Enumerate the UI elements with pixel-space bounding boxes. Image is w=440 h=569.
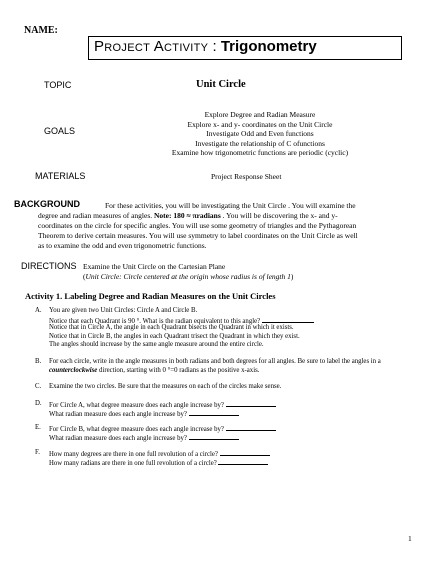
background-line: as to examine the odd and even trigonometric functions.	[38, 241, 207, 250]
title-prefix: Project Activity	[94, 38, 209, 55]
background-line: coordinates on the circle for specific angles. You will use some geometry of triangles and the Pythagorean	[38, 221, 357, 230]
goal-item: Examine how trigonometric functions are periodic (cyclic)	[171, 148, 349, 157]
item-e-question: For Circle B, what degree measure does each angle increase by?	[49, 426, 224, 433]
counterclockwise-term: counterclockwise	[49, 366, 98, 374]
answer-blank[interactable]	[220, 449, 270, 456]
item-b-direction: direction, starting with 0 °=0 radians as the positive x-axis.	[97, 366, 260, 374]
item-a-line: The angles should increase by the same angle measure around the entire circle.	[49, 341, 264, 348]
directions-definition	[83, 272, 293, 281]
background-line: For these activities, you will be investigating the Unit Circle . You will examine the	[105, 201, 356, 210]
item-f-question: How many radians are there in one full revolution of a circle?	[49, 459, 217, 467]
background-text: . You will be discovering the x- and y-	[220, 211, 338, 220]
item-letter-c: C.	[35, 383, 42, 390]
item-e-question: What radian measure does each angle increase by?	[49, 434, 187, 442]
answer-blank[interactable]	[226, 400, 276, 407]
item-letter-a: A.	[35, 307, 42, 314]
materials-value: Project Response Sheet	[211, 172, 282, 181]
goal-item: Explore Degree and Radian Measure	[204, 110, 316, 119]
answer-blank[interactable]	[218, 458, 268, 465]
item-letter-e: E.	[35, 424, 41, 431]
answer-blank[interactable]	[189, 433, 239, 440]
item-e-line	[49, 433, 239, 442]
goal-item: Investigate Odd and Even functions	[206, 129, 314, 138]
activity-title: Activity 1. Labeling Degree and Radian Measures on the Unit Circles	[25, 291, 276, 301]
background-line	[38, 211, 338, 220]
item-f-question: How many degrees are there in one full revolution of a circle?	[49, 451, 218, 458]
goal-item: Investigate the relationship of C ofunctions	[195, 138, 325, 148]
directions-line: Examine the Unit Circle on the Cartesian Plane	[83, 262, 226, 271]
answer-blank[interactable]	[226, 424, 276, 431]
item-letter-f: F.	[35, 449, 40, 456]
item-letter-b: B.	[35, 358, 42, 365]
item-d-line	[49, 409, 239, 418]
item-a-line: Notice that in Circle A, the angle in each Quadrant bisects the Quadrant in which it exists.	[49, 324, 294, 331]
title-separator: :	[208, 38, 221, 55]
background-label: BACKGROUND	[14, 199, 80, 209]
page-title	[94, 38, 317, 55]
paren-open: (	[83, 272, 86, 281]
item-b-line: For each circle, write in the angle measures in both radians and both degrees for all angles. Be sure to label the angles in a	[49, 358, 381, 365]
item-b-line	[49, 367, 259, 374]
goals-label: GOALS	[44, 126, 76, 136]
item-c-line: Examine the two circles. Be sure that the measures on each of the circles make sense.	[49, 383, 282, 390]
item-f-line	[49, 458, 268, 467]
materials-label: MATERIALS	[35, 171, 86, 181]
goal-item: Explore x- and y- coordinates on the Unit Circle	[187, 119, 333, 129]
background-line: Theorem to derive certain measures. You will use symmetry to label coordinates on the Unit Circle as well	[38, 231, 358, 240]
paren-close: )	[290, 272, 294, 281]
page-number: 1	[408, 534, 412, 543]
background-text: degree and radian measures of angles.	[38, 211, 154, 220]
item-d-question: For Circle A, what degree measure does each angle increase by?	[49, 402, 224, 409]
directions-label: DIRECTIONS	[21, 261, 77, 271]
item-letter-d: D.	[35, 400, 42, 407]
background-note: Note: 180 ≈ πradians	[154, 211, 221, 220]
answer-blank[interactable]	[189, 409, 239, 416]
topic-label: TOPIC	[44, 80, 72, 90]
item-a-question: Notice that each Quadrant is 90 °. What is the radian equivalent to this angle?	[49, 317, 261, 325]
title-subject: Trigonometry	[220, 38, 317, 55]
answer-blank[interactable]	[262, 316, 314, 323]
unit-circle-definition: Unit Circle: Circle centered at the origin whose radius is of length 1	[85, 272, 291, 281]
topic-value: Unit Circle	[196, 79, 246, 90]
item-a-line: Notice that in Circle B, the angles in each Quadrant trisect the Quadrant in which they exist.	[49, 332, 300, 340]
item-a-line: You are given two Unit Circles: Circle A and Circle B.	[49, 307, 198, 314]
name-label: NAME:	[24, 25, 58, 36]
item-d-question: What radian measure does each angle increase by?	[49, 410, 187, 418]
